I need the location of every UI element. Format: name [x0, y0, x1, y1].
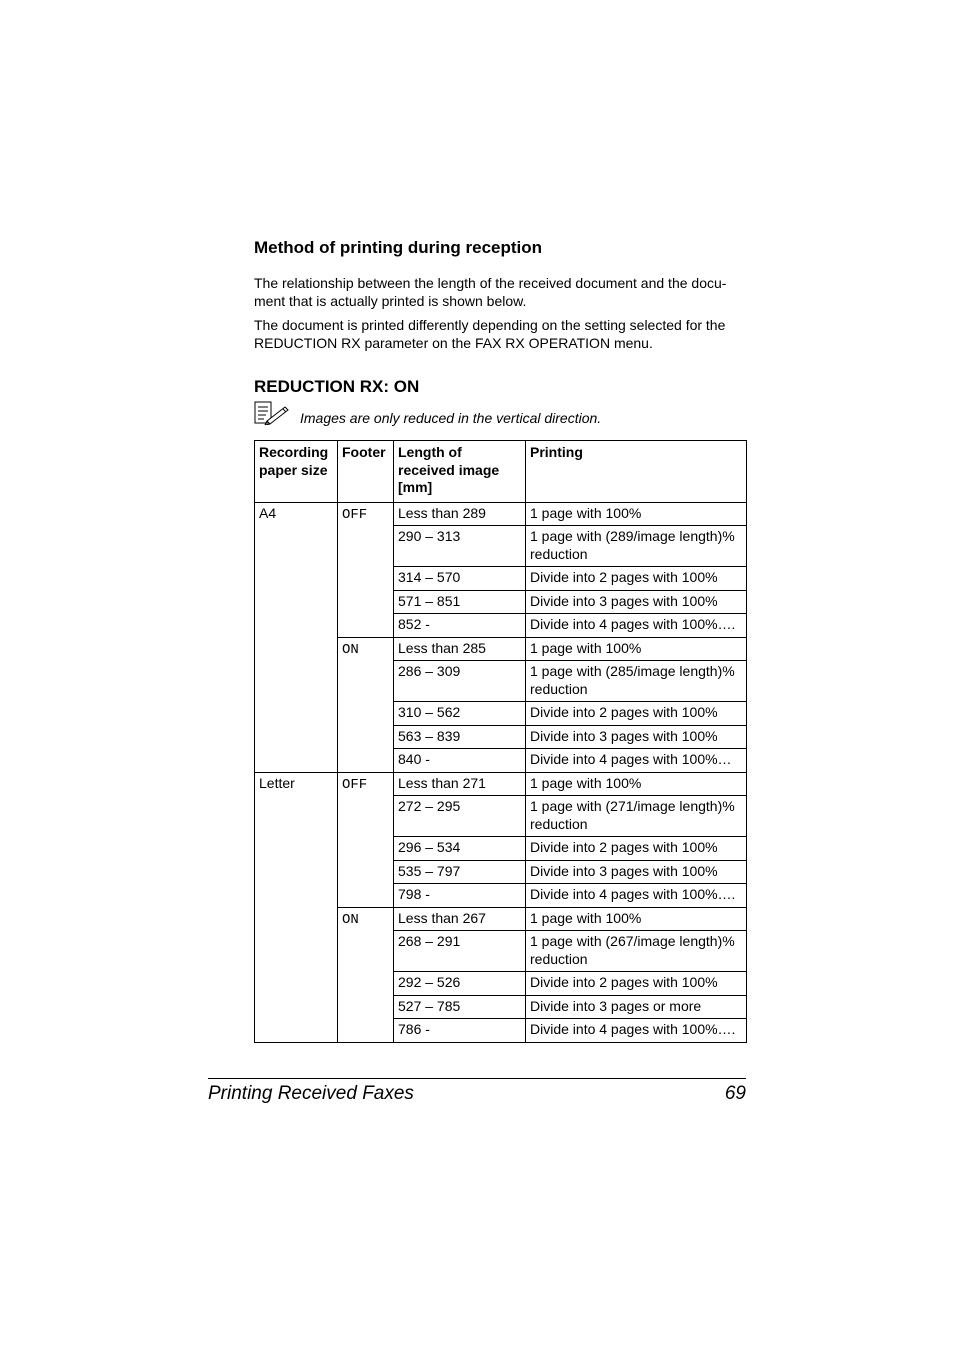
printing-cell: Divide into 3 pages with 100%: [526, 860, 747, 884]
sub-heading: REDUCTION RX: ON: [254, 377, 420, 396]
length-cell: 527 – 785: [394, 995, 526, 1019]
footer-cell: ON: [338, 907, 394, 1042]
length-cell: Less than 271: [394, 772, 526, 796]
printing-cell: Divide into 2 pages with 100%: [526, 702, 747, 726]
printing-cell: Divide into 2 pages with 100%: [526, 837, 747, 861]
printing-cell: Divide into 3 pages with 100%: [526, 725, 747, 749]
length-cell: Less than 267: [394, 907, 526, 931]
printing-cell: 1 page with 100%: [526, 907, 747, 931]
printing-cell: Divide into 4 pages with 100%….: [526, 884, 747, 908]
printing-cell: Divide into 3 pages or more: [526, 995, 747, 1019]
length-cell: 292 – 526: [394, 972, 526, 996]
length-cell: 310 – 562: [394, 702, 526, 726]
note-pencil-icon: [254, 401, 290, 425]
length-cell: 296 – 534: [394, 837, 526, 861]
footer-cell: OFF: [338, 772, 394, 907]
setting-paragraph: The document is printed differently depending on the setting selected for the REDUCTION RX parameter on the FAX RX OPERATION menu.: [254, 317, 726, 351]
footer-rule: [208, 1078, 746, 1079]
length-cell: 535 – 797: [394, 860, 526, 884]
section-heading: Method of printing during reception: [254, 238, 543, 257]
length-cell: 786 -: [394, 1019, 526, 1043]
printing-cell: 1 page with (285/image length)% reduction: [526, 661, 747, 702]
printing-cell: 1 page with 100%: [526, 772, 747, 796]
note: [254, 401, 746, 431]
length-cell: Less than 285: [394, 637, 526, 661]
page-content: [254, 236, 746, 1043]
length-cell: 852 -: [394, 614, 526, 638]
printing-cell: 1 page with (289/image length)% reduction: [526, 526, 747, 567]
footer-cell: OFF: [338, 502, 394, 637]
intro-paragraph: The relationship between the length of the received document and the docu-ment that is actually printed is shown below.: [254, 275, 727, 309]
length-cell: 840 -: [394, 749, 526, 773]
printing-cell: Divide into 4 pages with 100%….: [526, 614, 747, 638]
printing-cell: 1 page with 100%: [526, 502, 747, 526]
length-cell: 798 -: [394, 884, 526, 908]
header-length: Length of received image [mm]: [394, 441, 526, 503]
length-cell: 571 – 851: [394, 590, 526, 614]
length-cell: 563 – 839: [394, 725, 526, 749]
footer-cell: ON: [338, 637, 394, 772]
length-cell: 268 – 291: [394, 931, 526, 972]
reduction-table: [254, 440, 747, 1043]
length-cell: Less than 289: [394, 502, 526, 526]
printing-cell: Divide into 2 pages with 100%: [526, 567, 747, 591]
printing-cell: Divide into 4 pages with 100%….: [526, 1019, 747, 1043]
length-cell: 314 – 570: [394, 567, 526, 591]
length-cell: 290 – 313: [394, 526, 526, 567]
length-cell: 272 – 295: [394, 796, 526, 837]
printing-cell: Divide into 4 pages with 100%…: [526, 749, 747, 773]
printing-cell: 1 page with (267/image length)% reduction: [526, 931, 747, 972]
paper-size-cell: Letter: [255, 772, 338, 1042]
page-number: 69: [724, 1083, 746, 1104]
length-cell: 286 – 309: [394, 661, 526, 702]
header-paper-size: Recording paper size: [255, 441, 338, 503]
note-text: Images are only reduced in the vertical direction.: [300, 410, 602, 426]
table-row: [255, 772, 747, 796]
header-footer: Footer: [338, 441, 394, 503]
printing-cell: Divide into 2 pages with 100%: [526, 972, 747, 996]
footer-title: Printing Received Faxes: [208, 1083, 414, 1104]
paper-size-cell: A4: [255, 502, 338, 772]
printing-cell: 1 page with (271/image length)% reduction: [526, 796, 747, 837]
printing-cell: Divide into 3 pages with 100%: [526, 590, 747, 614]
table-header-row: [255, 441, 747, 503]
table-row: [255, 502, 747, 526]
printing-cell: 1 page with 100%: [526, 637, 747, 661]
header-printing: Printing: [526, 441, 747, 503]
